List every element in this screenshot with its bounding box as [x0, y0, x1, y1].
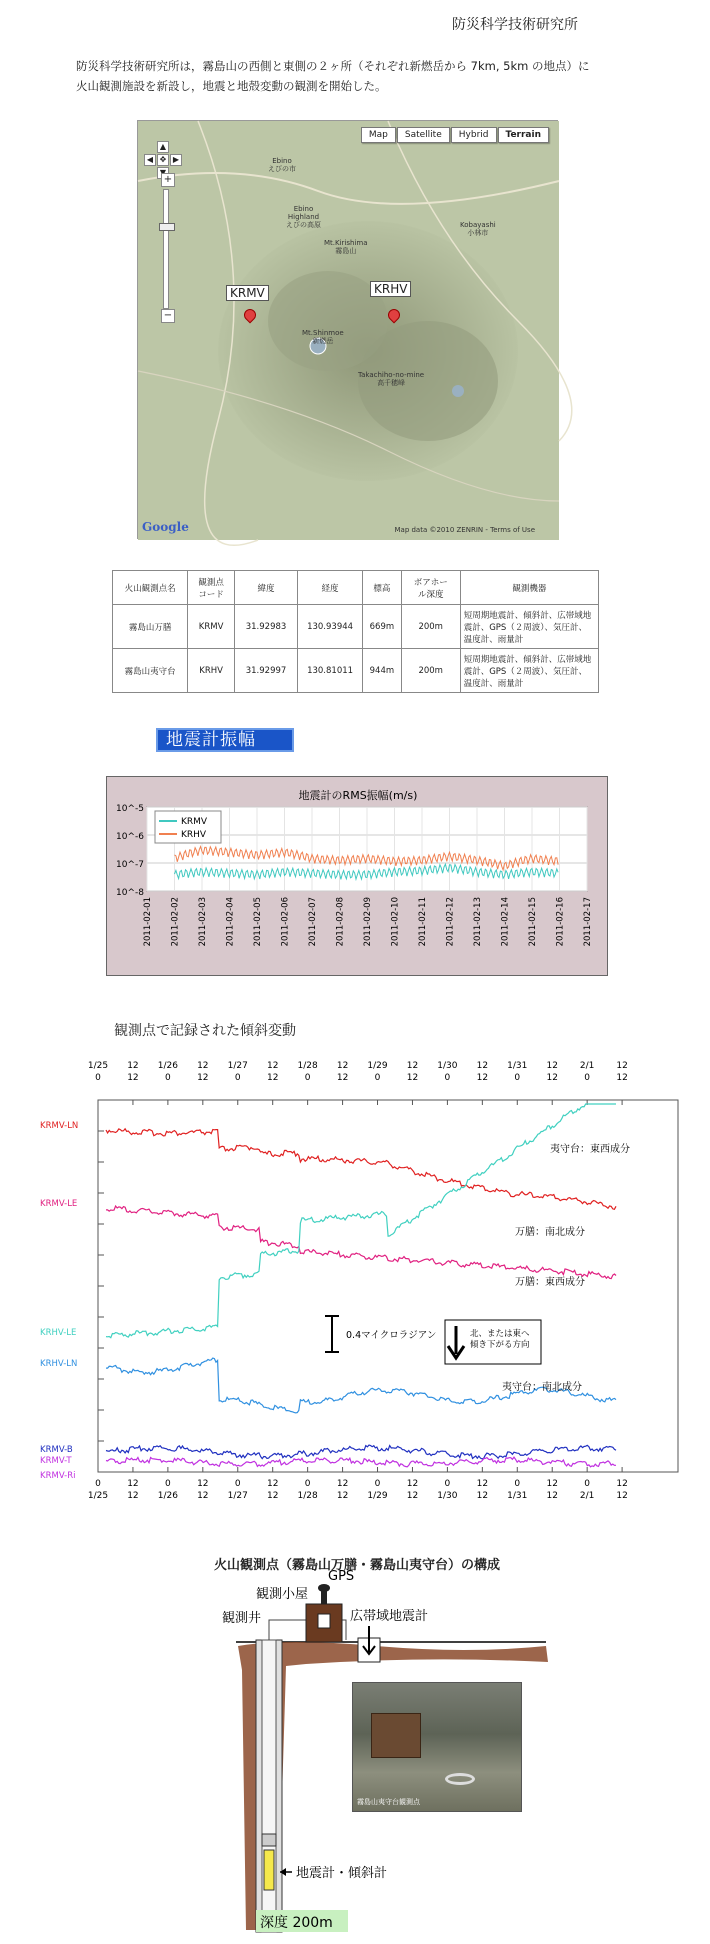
tilt-top-hour-label: 0 [304, 1073, 311, 1083]
tilt-annotation: 万膳：南北成分 [515, 1227, 585, 1238]
table-cell: KRMV [188, 605, 235, 649]
station-label-krmv: KRMV [226, 285, 269, 301]
tilt-bottom-date-label: 1/26 [157, 1491, 178, 1501]
rms-x-tick-label: 2011-02-07 [308, 897, 318, 947]
tilt-bottom-date-label: 1/30 [437, 1491, 458, 1501]
tilt-bottom-hour-label: 0 [304, 1479, 311, 1489]
hut-window [318, 1614, 330, 1628]
tilt-bottom-date-label: 12 [197, 1491, 209, 1501]
tilt-annotation: 万膳：東西成分 [515, 1277, 585, 1288]
tilt-series-label: KRHV-LN [40, 1359, 78, 1369]
tilt-series-label: KRHV-LE [40, 1328, 77, 1338]
col-borehole-depth: ボアホー ル深度 [401, 571, 460, 605]
col-station-code: 観測点 コード [188, 571, 235, 605]
tilt-bottom-hour-label: 0 [234, 1479, 241, 1489]
rms-x-tick-label: 2011-02-08 [335, 897, 346, 947]
terrain-background [138, 121, 559, 540]
table-cell: 短周期地震計、傾斜計、広帯域地震計、GPS（２周波）、気圧計、温度計、雨量計 [460, 605, 598, 649]
map-type-map-button[interactable]: Map [361, 127, 396, 143]
table-cell: 669m [363, 605, 402, 649]
organization-name: 防災科学技術研究所 [452, 17, 578, 33]
col-elevation: 標高 [363, 571, 402, 605]
pan-left-icon[interactable]: ◀ [144, 154, 156, 166]
tilt-top-hour-label: 0 [374, 1073, 381, 1083]
tilt-bottom-date-label: 12 [127, 1491, 139, 1501]
tilt-annotation: 夷守台：南北成分 [502, 1382, 582, 1393]
tilt-top-date-label: 12 [406, 1061, 419, 1071]
col-latitude: 緯度 [235, 571, 298, 605]
tilt-top-date-label: 12 [546, 1061, 558, 1071]
tilt-top-hour-label: 12 [616, 1073, 628, 1083]
rms-chart-svg [107, 777, 609, 977]
tilt-top-date-label: 12 [197, 1061, 209, 1071]
depth-label: 深度 200m [260, 1915, 333, 1931]
station-info-table [112, 570, 599, 693]
station-photo [352, 1682, 522, 1812]
rms-x-tick-label: 2011-02-12 [445, 897, 456, 947]
tilt-bottom-date-label: 12 [336, 1491, 349, 1501]
rms-x-tick-label: 2011-02-17 [583, 897, 593, 947]
tilt-top-hour-label: 12 [406, 1073, 419, 1083]
map-type-hybrid-button[interactable]: Hybrid [451, 127, 497, 143]
place-label-takachiho: Takachiho-no-mine 高千穂峰 [358, 371, 425, 387]
direction-note-text: 傾き下がる方向 [470, 1340, 530, 1350]
rms-section-heading: 地震計振幅 [156, 728, 294, 752]
google-logo: Google [142, 520, 189, 534]
map-attribution[interactable]: Map data ©2010 ZENRIN - Terms of Use [394, 526, 535, 534]
tilt-bottom-date-label: 1/25 [87, 1491, 109, 1501]
table-cell: 31.92997 [235, 649, 298, 693]
tilt-bottom-hour-label: 0 [584, 1479, 591, 1489]
rms-y-tick-label: 10^-6 [116, 832, 144, 842]
tilt-bottom-hour-label: 12 [266, 1479, 279, 1489]
place-label-kobayashi: Kobayashi 小林市 [460, 221, 496, 237]
tilt-bottom-date-label: 1/28 [297, 1491, 318, 1501]
hut-label: 観測小屋 [256, 1587, 309, 1602]
tilt-top-date-label: 2/1 [579, 1061, 595, 1071]
tilt-top-hour-label: 0 [514, 1073, 521, 1083]
seismometer-label: 地震計・傾斜計 [296, 1866, 388, 1881]
tilt-top-hour-label: 12 [266, 1073, 279, 1083]
tilt-bottom-hour-label: 12 [476, 1479, 489, 1489]
rms-x-tick-label: 2011-02-04 [225, 897, 236, 947]
tilt-top-hour-label: 12 [197, 1073, 209, 1083]
tilt-top-date-label: 1/27 [227, 1061, 248, 1071]
photo-caption: 霧島山夷守台観測点 [357, 1798, 420, 1806]
tilt-bottom-date-label: 12 [616, 1491, 628, 1501]
rms-x-tick-label: 2011-02-10 [390, 897, 401, 947]
col-longitude: 経度 [298, 571, 363, 605]
well-label: 観測井 [222, 1611, 262, 1626]
config-diagram-title: 火山観測点（霧島山万膳・霧島山夷守台）の構成 [214, 1558, 501, 1573]
tilt-bottom-hour-label: 12 [336, 1479, 349, 1489]
intro-line-2: 火山観測施設を新設し，地震と地殻変動の観測を開始した。 [76, 79, 387, 93]
tilt-top-hour-label: 0 [584, 1073, 591, 1083]
tilt-bottom-date-label: 1/29 [367, 1491, 388, 1501]
tilt-series-label: KRMV-LN [40, 1121, 79, 1131]
tilt-bottom-date-label: 12 [476, 1491, 489, 1501]
col-station-name: 火山観測点名 [113, 571, 188, 605]
rms-x-tick-label: 2011-02-13 [473, 897, 483, 947]
map-type-satellite-button[interactable]: Satellite [397, 127, 450, 143]
intro-line-1: 防災科学技術研究所は，霧島山の西側と東側の２ヶ所（それぞれ新燃岳から 7km, 5km の地点）に [76, 59, 590, 73]
place-label-shinmoe: Mt.Shinmoe 新燃岳 [302, 329, 344, 345]
photo-ring [445, 1773, 475, 1785]
tilt-top-date-label: 1/31 [507, 1061, 528, 1071]
tilt-top-date-label: 1/30 [437, 1061, 458, 1071]
tilt-chart [40, 1060, 680, 1530]
tilt-series-label: KRMV-B [40, 1445, 73, 1455]
tilt-top-hour-label: 12 [476, 1073, 489, 1083]
col-instruments: 観測機器 [460, 571, 598, 605]
station-label-krhv: KRHV [370, 281, 411, 297]
table-cell: 130.81011 [298, 649, 363, 693]
tilt-top-hour-label: 0 [234, 1073, 241, 1083]
tilt-series-label: KRMV-T [40, 1456, 72, 1466]
table-cell: 130.93944 [298, 605, 363, 649]
table-row [113, 605, 599, 649]
tilt-bottom-hour-label: 0 [374, 1479, 381, 1489]
tilt-bottom-hour-label: 12 [197, 1479, 209, 1489]
tilt-bottom-date-label: 2/1 [579, 1491, 595, 1501]
map-type-terrain-button[interactable]: Terrain [498, 127, 550, 143]
tilt-bottom-hour-label: 12 [406, 1479, 419, 1489]
table-cell: 短周期地震計、傾斜計、広帯域地震計、GPS（２周波）、気圧計、温度計、雨量計 [460, 649, 598, 693]
rms-x-tick-label: 2011-02-16 [555, 897, 566, 947]
photo-shed [371, 1713, 421, 1758]
tilt-top-hour-label: 0 [444, 1073, 451, 1083]
intro-paragraph [76, 56, 616, 96]
rms-x-tick-label: 2011-02-11 [418, 897, 428, 947]
tilt-bottom-date-label: 12 [406, 1491, 419, 1501]
table-cell: 944m [363, 649, 402, 693]
tilt-bottom-hour-label: 12 [546, 1479, 558, 1489]
rms-x-tick-label: 2011-02-06 [280, 897, 291, 947]
tilt-series-label: KRMV-Ri [40, 1471, 76, 1481]
tilt-top-hour-label: 0 [165, 1073, 171, 1083]
tilt-top-hour-label: 12 [546, 1073, 558, 1083]
rms-x-tick-label: 2011-02-14 [500, 897, 511, 947]
tilt-bottom-hour-label: 0 [95, 1479, 101, 1489]
tilt-bottom-hour-label: 0 [165, 1479, 171, 1489]
tilt-bottom-hour-label: 12 [127, 1479, 139, 1489]
tilt-top-hour-label: 12 [127, 1073, 139, 1083]
table-cell: 31.92983 [235, 605, 298, 649]
place-label-ebino-highland: Ebino Highland えびの高原 [286, 205, 321, 229]
pan-up-icon[interactable]: ▲ [157, 141, 169, 153]
tilt-top-date-label: 1/25 [87, 1061, 109, 1071]
rms-legend-label: KRHV [181, 830, 207, 840]
tilt-bottom-date-label: 12 [546, 1491, 558, 1501]
station-map[interactable] [137, 120, 558, 539]
zoom-slider-thumb[interactable] [159, 223, 175, 231]
rms-x-tick-label: 2011-02-03 [198, 897, 208, 947]
tilt-section-title: 観測点で記録された傾斜変動 [114, 1023, 296, 1039]
tilt-top-date-label: 12 [266, 1061, 279, 1071]
broadband-label: 広帯域地震計 [350, 1609, 429, 1624]
table-cell: 霧島山夷守台 [113, 649, 188, 693]
zoom-slider-track[interactable] [163, 189, 169, 309]
tilt-bottom-hour-label: 0 [444, 1479, 451, 1489]
tilt-bottom-hour-label: 0 [514, 1479, 521, 1489]
tilt-top-date-label: 12 [616, 1061, 628, 1071]
rms-amplitude-chart [106, 776, 608, 976]
table-cell: 霧島山万膳 [113, 605, 188, 649]
tilt-top-date-label: 1/26 [157, 1061, 178, 1071]
direction-note-text: 北、または東へ [470, 1329, 530, 1339]
table-cell: KRHV [188, 649, 235, 693]
rms-x-tick-label: 2011-02-02 [170, 897, 181, 947]
tilt-annotation: 夷守台：東西成分 [550, 1144, 630, 1155]
tilt-top-hour-label: 12 [336, 1073, 349, 1083]
rms-y-tick-label: 10^-8 [116, 888, 144, 898]
rms-x-tick-label: 2011-02-15 [528, 897, 538, 947]
gps-label: GPS [328, 1569, 355, 1584]
tilt-top-date-label: 12 [336, 1061, 349, 1071]
pan-right-icon[interactable]: ▶ [170, 154, 182, 166]
rms-y-tick-label: 10^-5 [116, 804, 144, 814]
tilt-top-date-label: 12 [127, 1061, 139, 1071]
tilt-plot-area [98, 1100, 678, 1472]
place-label-ebino: Ebino えびの市 [268, 157, 296, 173]
map-type-controls [360, 127, 549, 143]
table-cell: 200m [401, 605, 460, 649]
table-header-row [113, 571, 599, 605]
rms-y-tick-label: 10^-7 [116, 860, 144, 870]
table-cell: 200m [401, 649, 460, 693]
rms-chart-title: 地震計のRMS振幅(m/s) [298, 789, 418, 802]
tilt-top-date-label: 1/29 [367, 1061, 388, 1071]
tilt-bottom-date-label: 12 [266, 1491, 279, 1501]
place-label-kirishima: Mt.Kirishima 霧島山 [324, 239, 368, 255]
scale-bar-label: 0.4マイクロラジアン [346, 1330, 437, 1341]
tilt-top-date-label: 12 [476, 1061, 489, 1071]
sensor-housing [262, 1834, 276, 1846]
zoom-in-icon[interactable]: + [161, 173, 175, 187]
tilt-series-label: KRMV-LE [40, 1199, 78, 1209]
rms-x-tick-label: 2011-02-01 [143, 897, 153, 947]
rms-x-tick-label: 2011-02-05 [253, 897, 263, 947]
table-row [113, 649, 599, 693]
tilt-top-hour-label: 0 [95, 1073, 101, 1083]
zoom-out-icon[interactable]: − [161, 309, 175, 323]
seismometer-tiltmeter-sensor [264, 1850, 274, 1890]
tilt-top-date-label: 1/28 [297, 1061, 318, 1071]
tilt-bottom-date-label: 1/31 [507, 1491, 528, 1501]
tilt-bottom-date-label: 1/27 [227, 1491, 248, 1501]
gps-antenna-icon [318, 1584, 330, 1592]
rms-legend-label: KRMV [181, 817, 208, 827]
tilt-bottom-hour-label: 12 [616, 1479, 628, 1489]
pan-center-icon[interactable]: ✥ [157, 154, 169, 166]
rms-x-tick-label: 2011-02-09 [363, 897, 373, 947]
